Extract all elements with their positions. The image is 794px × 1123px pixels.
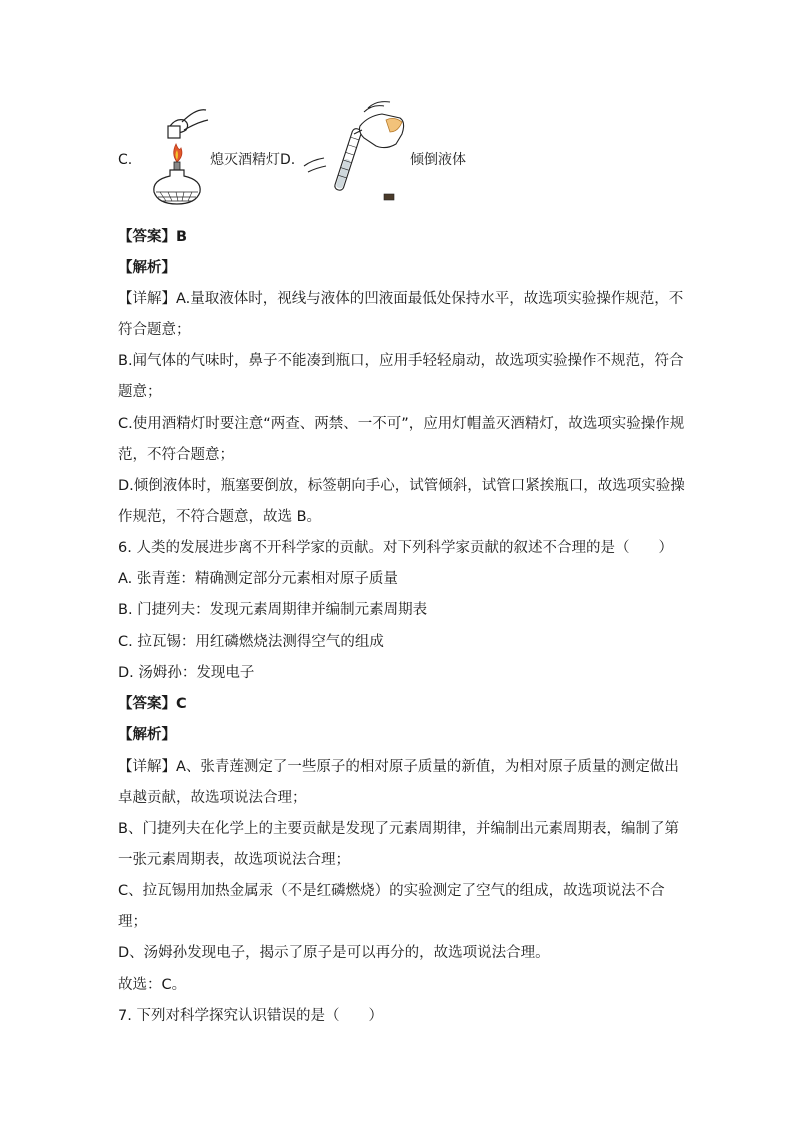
q6-option-d: D. 汤姆孙：发现电子: [118, 665, 255, 681]
q6-answer: 【答案】C: [118, 696, 187, 712]
q5-detail-line: B.闻气体的气味时，鼻子不能凑到瓶口，应用手轻轻扇动，故选项实验操作不规范，符合: [118, 353, 684, 369]
option-d-caption: 倾倒液体: [410, 152, 466, 168]
option-d-label: D.: [280, 152, 296, 168]
q6-detail-line: B、门捷列夫在化学上的主要贡献是发现了元素周期律，并编制出元素周期表，编制了第: [118, 821, 679, 837]
q6-detail-line: 理；: [118, 914, 147, 930]
q6-detail-line: C、拉瓦锡用加热金属汞（不是红磷燃烧）的实验测定了空气的组成，故选项说法不合: [118, 883, 665, 899]
q6-detail-line: 一张元素周期表，故选项说法合理；: [118, 852, 350, 868]
q5-detail-line: 符合题意；: [118, 322, 191, 338]
q5-analysis-heading: 【解析】: [118, 260, 176, 276]
pour-liquid-illustration: [302, 98, 412, 210]
q5-detail-line: 题意；: [118, 384, 162, 400]
q5-detail-line: 作规范，不符合题意，故选 B。: [118, 509, 322, 525]
q6-detail-line: D、汤姆孙发现电子，揭示了原子是可以再分的，故选项说法合理。: [118, 945, 550, 961]
q6-stem: 6. 人类的发展进步离不开科学家的贡献。对下列科学家贡献的叙述不合理的是（ ）: [118, 540, 673, 556]
q6-option-a: A. 张青莲：精确测定部分元素相对原子质量: [118, 571, 398, 587]
figure-row-options-c-d: [118, 98, 538, 216]
q5-detail-line: C.使用酒精灯时要注意“两查、两禁、一不可”，应用灯帽盖灭酒精灯，故选项实验操作规: [118, 416, 685, 432]
alcohol-lamp-extinguish-illustration: [140, 100, 210, 212]
q6-detail-line: 卓越贡献，故选项说法合理；: [118, 790, 307, 806]
q6-option-c: C. 拉瓦锡：用红磷燃烧法测得空气的组成: [118, 634, 384, 650]
q5-detail-line: D.倾倒液体时，瓶塞要倒放，标签朝向手心，试管倾斜，试管口紧挨瓶口，故选项实验操: [118, 478, 685, 494]
option-c-label: C.: [118, 152, 133, 168]
q6-option-b: B. 门捷列夫：发现元素周期律并编制元素周期表: [118, 602, 428, 618]
q6-detail-line: 故选：C。: [118, 977, 187, 993]
q5-detail-line: 【详解】A.量取液体时，视线与液体的凹液面最低处保持水平，故选项实验操作规范，不: [118, 291, 684, 307]
q6-analysis-heading: 【解析】: [118, 727, 176, 743]
option-c-caption: 熄灭酒精灯: [210, 152, 280, 168]
q5-answer: 【答案】B: [118, 229, 188, 245]
q6-detail-line: 【详解】A、张青莲测定了一些原子的相对原子质量的新值，为相对原子质量的测定做出: [118, 759, 679, 775]
q7-stem: 7. 下列对科学探究认识错误的是（ ）: [118, 1008, 383, 1024]
q5-detail-line: 范，不符合题意；: [118, 447, 234, 463]
